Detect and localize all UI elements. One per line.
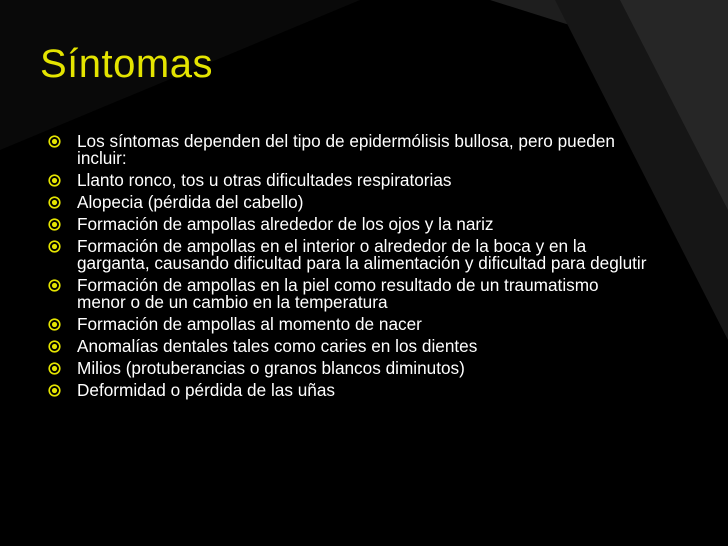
list-item xyxy=(48,194,648,211)
circle-bullet-icon xyxy=(48,384,61,397)
list-item xyxy=(48,382,648,399)
list-item-text: Llanto ronco, tos u otras dificultades respiratorias xyxy=(77,170,452,190)
list-item xyxy=(48,172,648,189)
list-item-text: Formación de ampollas en el interior o alrededor de la boca y en la garganta, causando dificultad para la alimentación y dificultad para deglutir xyxy=(77,236,647,273)
circle-bullet-icon xyxy=(48,174,61,187)
list-item xyxy=(48,338,648,355)
list-item-text: Deformidad o pérdida de las uñas xyxy=(77,380,335,400)
circle-bullet-icon xyxy=(48,318,61,331)
list-item xyxy=(48,238,648,272)
list-item-text: Formación de ampollas al momento de nacer xyxy=(77,314,422,334)
circle-bullet-icon xyxy=(48,218,61,231)
circle-bullet-icon xyxy=(48,196,61,209)
circle-bullet-icon xyxy=(48,240,61,253)
circle-bullet-icon xyxy=(48,362,61,375)
list-item-text: Los síntomas dependen del tipo de epidermólisis bullosa, pero pueden incluir: xyxy=(77,131,615,168)
list-item xyxy=(48,316,648,333)
slide-title: Síntomas xyxy=(40,42,213,86)
list-item-text: Formación de ampollas alrededor de los ojos y la nariz xyxy=(77,214,494,234)
list-item-text: Formación de ampollas en la piel como resultado de un traumatismo menor o de un cambio en la temperatura xyxy=(77,275,599,312)
circle-bullet-icon xyxy=(48,340,61,353)
list-item-text: Milios (protuberancias o granos blancos diminutos) xyxy=(77,358,465,378)
list-item xyxy=(48,360,648,377)
bullet-list xyxy=(48,133,648,404)
circle-bullet-icon xyxy=(48,279,61,292)
list-item xyxy=(48,216,648,233)
list-item xyxy=(48,133,648,167)
list-item xyxy=(48,277,648,311)
list-item-text: Anomalías dentales tales como caries en los dientes xyxy=(77,336,478,356)
list-item-text: Alopecia (pérdida del cabello) xyxy=(77,192,304,212)
circle-bullet-icon xyxy=(48,135,61,148)
